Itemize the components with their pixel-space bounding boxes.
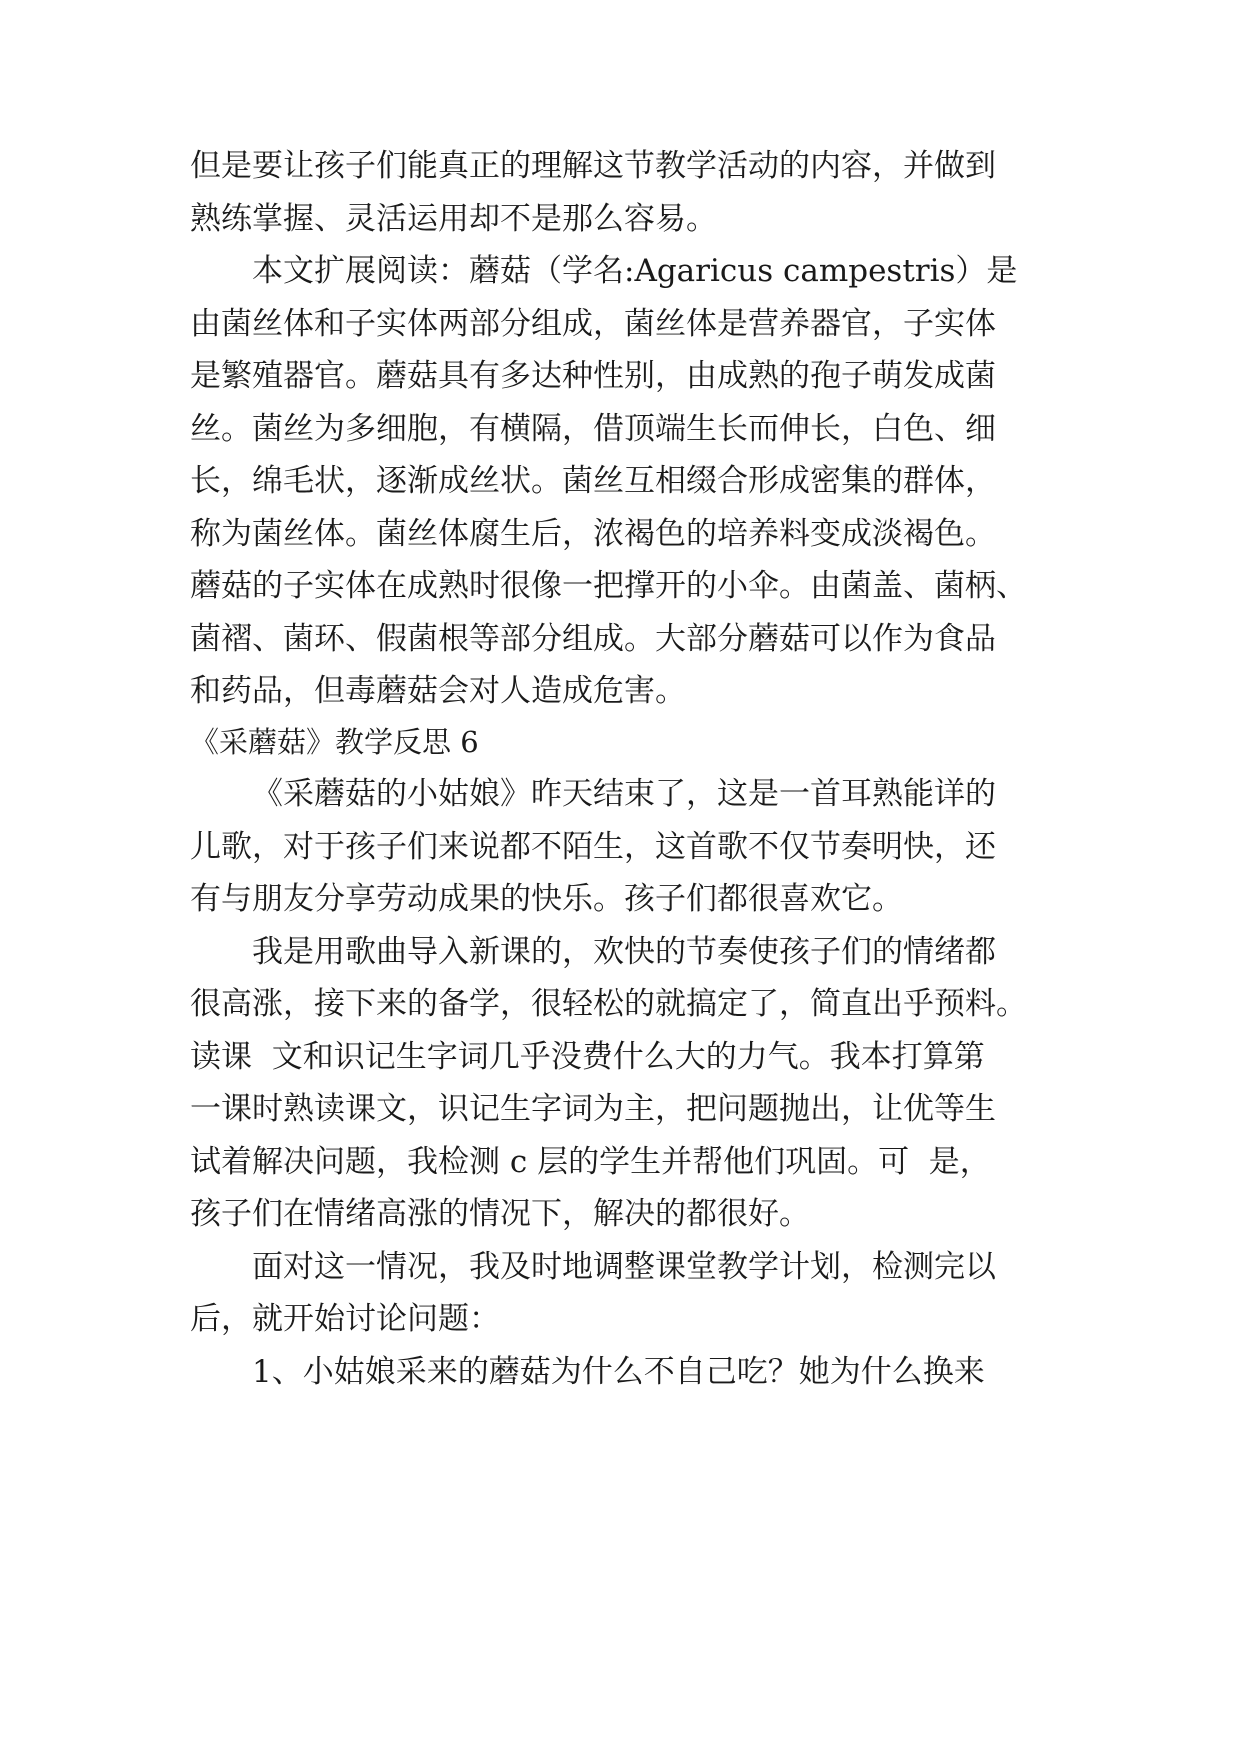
paragraph-4-line-5: 试着解决问题，我检测 c 层的学生并帮他们巩固。可 是， — [190, 1144, 991, 1180]
paragraph-4-line-3: 读课 文和识记生字词几乎没费什么大的力气。我本打算第 — [190, 1039, 985, 1075]
paragraph-2-line-8: 菌褶、菌环、假菌根等部分组成。大部分蘑菇可以作为食品 — [190, 621, 996, 657]
paragraph-2-line-2: 由菌丝体和子实体两部分组成，菌丝体是营养器官，子实体 — [190, 306, 996, 342]
paragraph-4-line-6: 孩子们在情绪高涨的情况下，解决的都很好。 — [190, 1196, 810, 1232]
paragraph-2-line-1: 本文扩展阅读：蘑菇（学名:Agaricus campestris）是 — [252, 253, 1018, 289]
paragraph-2-line-3: 是繁殖器官。蘑菇具有多达种性别，由成熟的孢子萌发成菌 — [190, 358, 996, 394]
paragraph-4-line-1: 我是用歌曲导入新课的，欢快的节奏使孩子们的情绪都 — [252, 934, 996, 970]
paragraph-1-line-1: 但是要让孩子们能真正的理解这节教学活动的内容，并做到 — [190, 148, 996, 184]
paragraph-1-line-2: 熟练掌握、灵活运用却不是那么容易。 — [190, 201, 717, 237]
paragraph-5-line-2: 后，就开始讨论问题： — [190, 1301, 500, 1337]
paragraph-4-line-4: 一课时熟读课文，识记生字词为主，把问题抛出，让优等生 — [190, 1091, 996, 1127]
paragraph-5-line-1: 面对这一情况，我及时地调整课堂教学计划，检测完以 — [252, 1249, 996, 1285]
paragraph-2-line-5: 长，绵毛状，逐渐成丝状。菌丝互相缀合形成密集的群体， — [190, 463, 996, 499]
paragraph-2-line-4: 丝。菌丝为多细胞，有横隔，借顶端生长而伸长，白色、细 — [190, 411, 996, 447]
paragraph-3-line-2: 儿歌，对于孩子们来说都不陌生，这首歌不仅节奏明快，还 — [190, 829, 996, 865]
paragraph-2-line-9: 和药品，但毒蘑菇会对人造成危害。 — [190, 673, 686, 709]
paragraph-3-line-1: 《采蘑菇的小姑娘》昨天结束了，这是一首耳熟能详的 — [252, 776, 996, 812]
paragraph-2-line-6: 称为菌丝体。菌丝体腐生后，浓褐色的培养料变成淡褐色。 — [190, 516, 996, 552]
paragraph-6-line-1: 1、小姑娘采来的蘑菇为什么不自己吃？她为什么换来 — [252, 1354, 985, 1390]
section-title: 《采蘑菇》教学反思 6 — [190, 725, 479, 759]
paragraph-3-line-3: 有与朋友分享劳动成果的快乐。孩子们都很喜欢它。 — [190, 881, 903, 917]
paragraph-4-line-2: 很高涨，接下来的备学，很轻松的就搞定了，简直出乎预料。 — [190, 986, 1027, 1022]
paragraph-2-line-7: 蘑菇的子实体在成熟时很像一把撑开的小伞。由菌盖、菌柄、 — [190, 568, 1027, 604]
